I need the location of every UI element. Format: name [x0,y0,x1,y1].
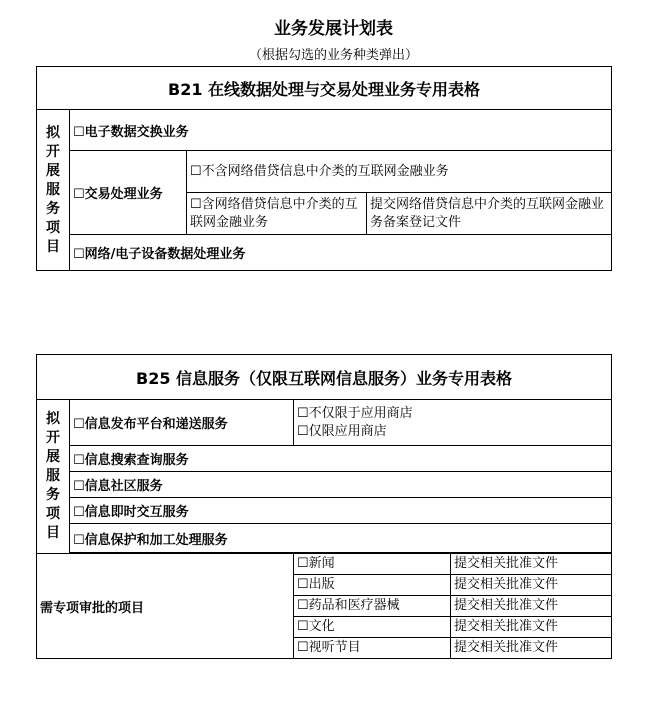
checkbox-icon[interactable]: ☐ [73,124,85,140]
checkbox-icon[interactable]: ☐ [73,505,85,520]
checkbox-icon[interactable]: ☐ [190,163,202,179]
checkbox-icon[interactable]: ☐ [297,405,309,421]
b25-publish-opt2[interactable]: ☐仅限应用商店 [297,423,387,439]
b25-publish-label: 信息发布平台和递送服务 [84,417,228,432]
b25-approval-label: 需专项审批的项目 [37,554,294,659]
b25-header: B25 信息服务（仅限互联网信息服务）业务专用表格 [37,355,612,400]
checkbox-icon[interactable]: ☐ [73,417,85,432]
b21-edi-label: 电子数据交换业务 [84,124,189,140]
b21-trading-opt1[interactable]: ☐不含网络借贷信息中介类的互联网金融业务 [187,151,612,193]
b25-approval-note: 提交相关批准文件 [451,554,612,575]
b25-approval-item[interactable]: ☐视听节目 [294,638,451,659]
b25-approval-note: 提交相关批准文件 [451,638,612,659]
b25-publish-suboptions [294,400,612,446]
b25-publish-option[interactable] [70,400,294,446]
checkbox-icon[interactable]: ☐ [297,619,309,634]
checkbox-icon[interactable]: ☐ [297,577,309,592]
b25-instant-option[interactable]: ☐信息即时交互服务 [70,498,612,524]
checkbox-icon[interactable]: ☐ [297,640,309,655]
b21-side-label: 拟 开 展 服 务 项 目 [37,110,70,271]
b21-trading-option[interactable] [70,151,187,235]
page-subtitle: （根据勾选的业务种类弹出） [248,48,418,63]
b25-side-label: 拟 开 展 服 务 项 目 [37,400,70,554]
b21-header: B21 在线数据处理与交易处理业务专用表格 [37,67,612,110]
b21-trading-opt2-note: 提交网络借贷信息中介类的互联网金融业务备案登记文件 [367,193,612,235]
b25-table [36,354,612,659]
b25-approval-note: 提交相关批准文件 [451,575,612,596]
b21-network-option[interactable] [70,235,612,271]
b25-approval-item[interactable]: ☐文化 [294,617,451,638]
checkbox-icon[interactable]: ☐ [73,479,85,494]
b21-trading-opt2[interactable]: ☐含网络借贷信息中介类的互联网金融业务 [187,193,367,235]
b25-search-option[interactable]: ☐信息搜索查询服务 [70,446,612,472]
b25-approval-note: 提交相关批准文件 [451,596,612,617]
b21-trading-label: 交易处理业务 [84,187,163,202]
checkbox-icon[interactable]: ☐ [73,453,85,468]
checkbox-icon[interactable]: ☐ [297,598,309,613]
b21-network-label: 网络/电子设备数据处理业务 [84,247,246,262]
b25-protect-option[interactable]: ☐信息保护和加工处理服务 [70,524,612,553]
checkbox-icon[interactable]: ☐ [190,196,202,212]
b25-approval-item[interactable]: ☐新闻 [294,554,451,575]
checkbox-icon[interactable]: ☐ [73,247,85,262]
b25-approval-item[interactable]: ☐出版 [294,575,451,596]
b21-edi-option[interactable] [70,110,612,151]
page-title: 业务发展计划表 [274,19,393,39]
checkbox-icon[interactable]: ☐ [297,556,309,571]
b25-publish-opt1[interactable]: ☐不仅限于应用商店 [297,405,413,421]
checkbox-icon[interactable]: ☐ [73,187,85,202]
b25-approval-note: 提交相关批准文件 [451,617,612,638]
checkbox-icon[interactable]: ☐ [73,532,85,548]
b25-approval-item[interactable]: ☐药品和医疗器械 [294,596,451,617]
checkbox-icon[interactable]: ☐ [297,423,309,439]
b21-table [36,66,612,271]
b25-community-option[interactable]: ☐信息社区服务 [70,472,612,498]
